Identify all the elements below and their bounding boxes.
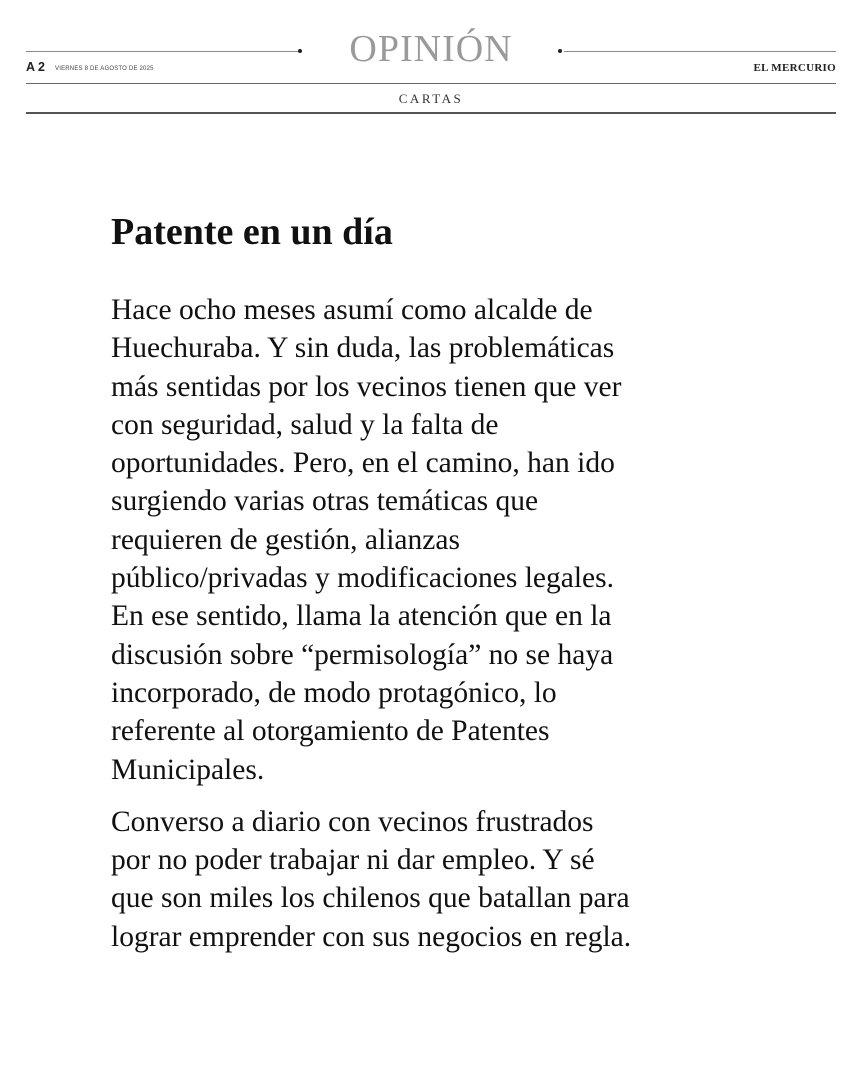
paragraph-line: oportunidades. Pero, en el camino, han ido — [111, 447, 615, 480]
paragraph-line: Municipales. — [111, 753, 265, 786]
masthead-left-dot — [298, 49, 302, 53]
masthead-top-right-rule — [564, 51, 836, 52]
masthead-right-dot — [558, 49, 562, 53]
page-number: A 2 — [26, 60, 45, 74]
letter-article — [111, 210, 771, 956]
paragraph-line: surgiendo varias otras temáticas que — [111, 485, 539, 518]
paragraph-line: Huechuraba. Y sin duda, las problemáticas — [111, 332, 615, 365]
publication-date: VIERNES 8 DE AGOSTO DE 2025 — [55, 66, 154, 72]
letter-title: Patente en un día — [111, 211, 393, 253]
masthead — [26, 0, 836, 120]
paragraph-line: lograr emprender con sus negocios en regla. — [111, 920, 632, 953]
letter-paragraph-1 — [111, 291, 771, 789]
paragraph-line: Hace ocho meses asumí como alcalde de — [111, 294, 593, 326]
masthead-divider — [26, 83, 836, 84]
paragraph-line: con seguridad, salud y la falta de — [111, 408, 499, 441]
subsection-title: CARTAS — [398, 91, 464, 106]
paragraph-line: discusión sobre “permisología” no se haya — [111, 638, 614, 671]
paragraph-line: En ese sentido, llama la atención que en la — [111, 600, 612, 633]
newspaper-name: EL MERCURIO — [753, 62, 836, 74]
paragraph-line: requieren de gestión, alianzas — [111, 523, 460, 556]
masthead-top-left-rule — [26, 51, 298, 52]
paragraph-line: por no poder trabajar ni dar empleo. Y sé — [111, 844, 595, 877]
masthead-bottom-rule — [26, 112, 836, 114]
section-title: OPINIÓN — [349, 28, 513, 70]
paragraph-line: más sentidas por los vecinos tienen que ver — [111, 370, 622, 403]
paragraph-line: incorporado, de modo protagónico, lo — [111, 676, 557, 709]
paragraph-line: Converso a diario con vecinos frustrados — [111, 805, 594, 838]
paragraph-line: referente al otorgamiento de Patentes — [111, 715, 550, 748]
paragraph-line: que son miles los chilenos que batallan para — [111, 882, 630, 915]
letter-paragraph-2 — [111, 803, 771, 956]
paragraph-line: público/privadas y modificaciones legales. — [111, 562, 614, 595]
